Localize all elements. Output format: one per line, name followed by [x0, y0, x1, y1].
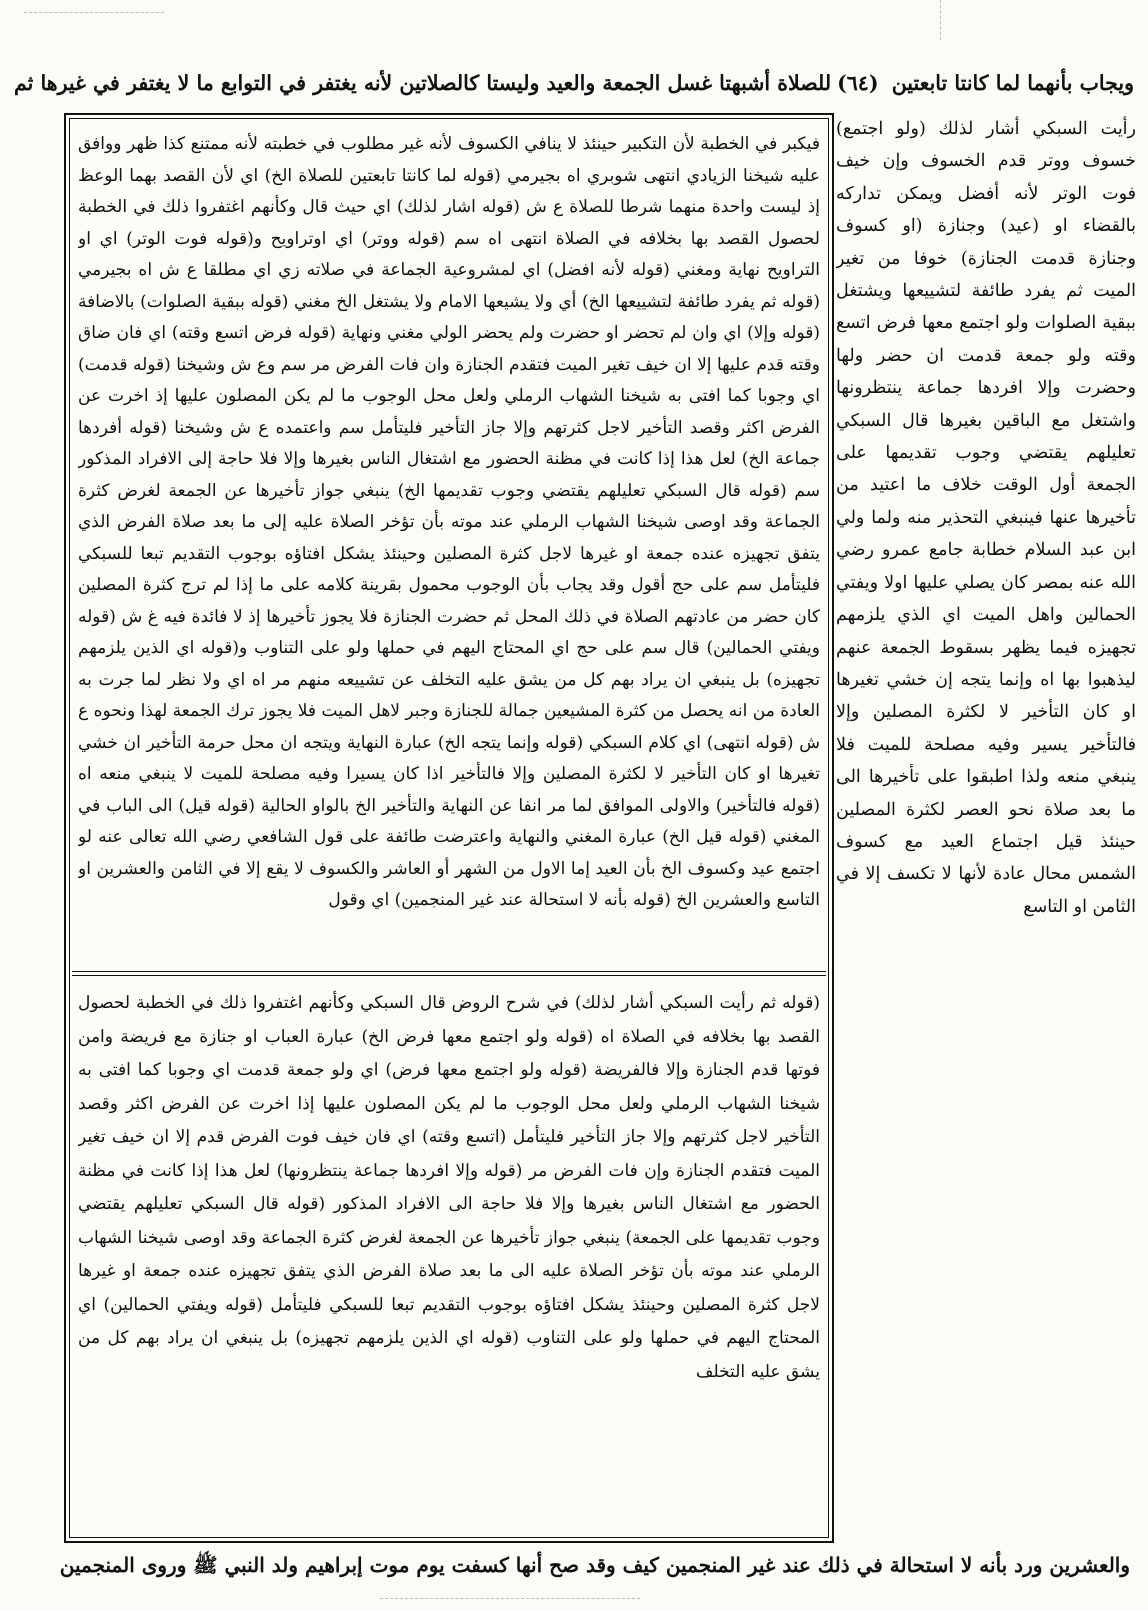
lower-commentary-text: (قوله ثم رأيت السبكي أشار لذلك) في شرح الروض قال السبكي وكأنهم اغتفروا ذلك في الخطبة لحصول القصد بها بخلافه في الصلاة اه (قوله ولو اجتمع معها فرض الخ) عبارة العباب او جنازة مع فريضة وامن فوتها قدم الجنازة وإلا فالفريضة (قوله ولو اجتمع معها فرض) اي ولو جمعة قدمت اي وجوبا كما افتى به شيخنا الشهاب الرملي ولعل محل الوجوب ما لم يكن المصلون عليها إذا اخرت عن الفرض اكثر وقصد التأخير لاجل كثرتهم وإلا جاز التأخير فليتأمل (اتسع وقته) اي فان خيف فوت الفرض قدم إلا ان خيف تغير الميت فتقدم الجنازة وإن فات الفرض مر (قوله وإلا افردها جماعة ينتظرونها) لعل هذا إذا كانت في مظنة الحضور مع اشتغال الناس بغيرها وإلا فلا حاجة الى الافراد المذكور (قوله قال السبكي تعليلهم يقتضي وجوب تقديمها على الجمعة) ينبغي جواز تأخيرها عن الجمعة لغرض كثرة الجماعة وقد اوصى شيخنا الشهاب الرملي عند موته بأن تؤخر الصلاة عليه الى ما بعد صلاة الفرض الذي يتفق تجهيزه عنده جمعة او غيرها لاجل كثرة المصلين وحينئذ يشكل افتاؤه بوجوب التقديم تبعا للسبكي فليتأمل (قوله ويفتي الحمالين) اي المحتاج اليهم في حملها ولو على التناوب (قوله اي الذين يلزمهم تجهيزه) بل ينبغي ان يراد بهم كل من يشق عليه التخلف	[78, 993, 820, 1382]
running-header	[14, 66, 1134, 100]
footer-line	[40, 1548, 1130, 1582]
commentary-divider	[72, 971, 826, 972]
lower-commentary	[78, 987, 820, 1527]
top-dashed-rule	[24, 12, 164, 13]
upper-commentary	[78, 129, 820, 955]
upper-commentary-text: فيكبر في الخطبة لأن التكبير حينئذ لا ينافي الكسوف لأنه غير مطلوب في خطبته لأنه ممتنع كذا ظهر ووافق عليه شيخنا الزيادي انتهى شوبري اه بجيرمي (قوله لما كانتا تابعتين للصلاة الخ) اي لأن القصد بهما الوعظ إذ ليست واحدة منهما شرطا للصلاة ع ش (قوله اشار لذلك) اي حيث قال وكأنهم اغتفروا ذلك في الخطبة لحصول القصد بها بخلافه في الصلاة انتهى اه سم (قوله ووتر) اي اوتراويح و(قوله فوت الوتر) اي او التراويح نهاية ومغني (قوله لأنه افضل) اي لمشروعية الجماعة في صلاته زي اي مطلقا ع ش اه بجيرمي (قوله ثم يفرد طائفة لتشييعها الخ) أي ولا يشيعها الامام ولا يشتغل الخ مغني (قوله ببقية الصلوات) بالاضافة (قوله وإلا) اي وان لم تحضر او حضرت ولم يحضر الولي مغني ونهاية (قوله فرض اتسع وقته) اي فان ضاق وقته قدم عليها إلا ان خيف تغير الميت فتقدم الجنازة وان فات الفرض مر سم وع ش وشيخنا (قوله قدمت) اي وجوبا كما افتى به شيخنا الشهاب الرملي ولعل محل الوجوب ما لم يكن المصلون عليها إذ اخرت عن الفرض اكثر وقصد التأخير لاجل كثرتهم وإلا جاز التأخير فليتأمل سم واعتمده ع ش وشيخنا (قوله أفردها جماعة الخ) لعل هذا إذا كانت في مظنة الحضور مع اشتغال الناس بغيرها وإلا فلا حاجة إلى الافراد المذكور سم (قوله قال السبكي تعليلهم يقتضي وجوب تقديمها الخ) ينبغي جواز تأخيرها عن الجمعة لغرض كثرة الجماعة وقد اوصى شيخنا الشهاب الرملي عند موته بأن تؤخر الصلاة عليه إلى ما بعد صلاة الفرض الذي يتفق تجهيزه عنده جمعة او غيرها لاجل كثرة المصلين وحينئذ يشكل افتاؤه بوجوب التقديم تبعا للسبكي فليتأمل سم على حج أقول وقد يجاب بأن الوجوب محمول بقرينة كلامه على ما إذا لم ترج كثرة المصلين كان حضر من عادتهم الصلاة في ذلك المحل ثم حضرت الجنازة فلا يجوز تأخيرها إذ لا فائدة فيه غ ش (قوله ويفتي الحمالين) قال سم على حج اي المحتاج اليهم في حملها ولو على التناوب و(قوله اي الذين يلزمهم تجهيزه) بل ينبغي ان يراد بهم كل من يشق عليه التخلف عن تشييعه منهم مر اه اي ولا نظر لما جرت به العادة من انه يحصل من كثرة المشيعين جمالة للجنازة وجبر لاهل الميت فلا يجوز ترك الجمعة لهذا ونحوه ع ش (قوله انتهى) اي كلام السبكي (قوله وإنما يتجه الخ) عبارة النهاية ويتجه ان محل حرمة التأخير ان خشي تغيرها او كان التأخير لا لكثرة المصلين وإلا فالتأخير اذا كان يسيرا وفيه مصلحة للميت لا ينبغي منعه اه (قوله فالتأخير) والاولى الموافق لما مر انفا عن النهاية والتأخير الخ بالواو الحالية (قوله قيل) الى الباب في المغني (قوله قيل الخ) عبارة المغني والنهاية واعترضت طائفة على قول الشافعي رضي الله تعالى عنه لو اجتمع عيد وكسوف الخ بأن العيد إما الاول من الشهر أو العاشر والكسوف لا يقع إلا في الثامن والعشرين او التاسع والعشرين الخ (قوله بأنه لا استحالة عند غير المنجمين) اي وقول	[78, 134, 820, 910]
main-text-column	[836, 113, 1136, 1521]
page-number: (٦٤)	[837, 71, 879, 95]
footer-text: والعشرين ورد بأنه لا استحالة في ذلك عند غير المنجمين كيف وقد صح أنها كسفت يوم موت إبراهيم ولد النبي ﷺ وروى المنجمين	[59, 1553, 1130, 1577]
bottom-dashed-rule	[380, 1598, 640, 1599]
header-text: ويجاب بأنهما لما كانتا تابعتين (٦٤)للصلاة أشبهتا غسل الجمعة والعيد وليستا كالصلاتين لأنه يغتفر في التوابع ما لا يغتفر في غيرها ثم	[14, 71, 1134, 95]
main-text: رأيت السبكي أشار لذلك (ولو اجتمع) خسوف ووتر قدم الخسوف وإن خيف فوت الوتر لأنه أفضل ويمكن تداركه بالقضاء او (عيد) وجنازة (او كسوف وجنازة قدمت الجنازة) خوفا من تغير الميت ثم يفرد طائفة لتشييعها ويشتغل ببقية الصلوات ولو اجتمع معها فرض اتسع وقته ولو جمعة قدمت ان حضر ولها وحضرت وإلا افردها جماعة ينتظرونها واشتغل مع الباقين بغيرها قال السبكي تعليلهم يقتضي وجوب تقديمها على الجمعة أول الوقت خلاف ما اعتيد من تأخيرها عنها فينبغي التحذير منه ولما ولي ابن عبد السلام خطابة جامع عمرو رضي الله عنه بمصر كان يصلي عليها اولا ويفتي الحمالين واهل الميت اي الذي يلزمهم تجهيزه فيما يظهر بسقوط الجمعة عنهم ليذهبوا بها اه وإنما يتجه إن خشي تغيرها او كان التأخير لا لكثرة المصلين وإلا فالتأخير يسير وفيه مصلحة للميت فلا ينبغي منعه ولذا اطبقوا على تأخيرها الى ما بعد صلاة نحو العصر لكثرة المصلين حينئذ قيل اجتماع العيد مع كسوف الشمس محال عادة لأنها لا تكسف إلا في الثامن او التاسع	[836, 119, 1136, 917]
commentary-frame	[64, 113, 834, 1543]
top-vertical-rule	[940, 0, 941, 40]
